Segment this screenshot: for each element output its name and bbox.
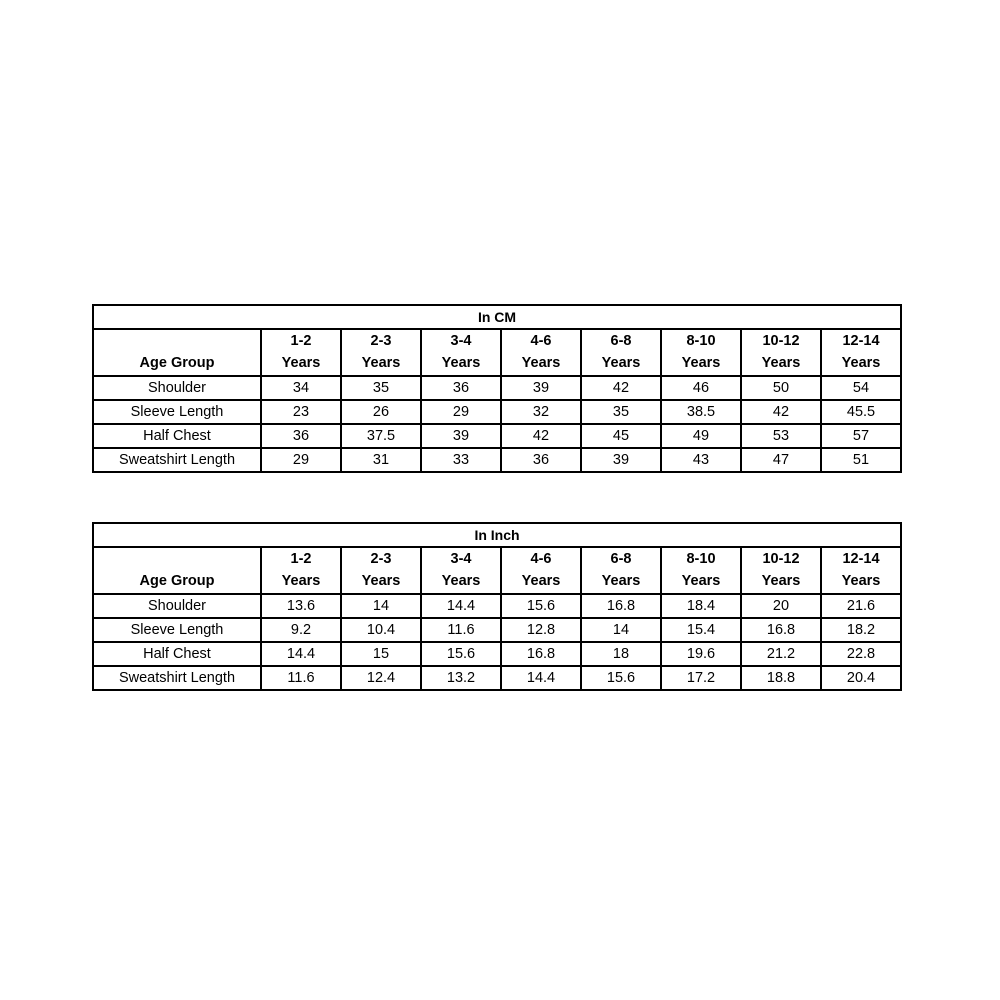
table-cell: 42 bbox=[581, 376, 661, 400]
table-cell: 31 bbox=[341, 448, 421, 472]
table-cell: 33 bbox=[421, 448, 501, 472]
table-cell: 18.4 bbox=[661, 594, 741, 618]
age-column-header: 3-4 Years bbox=[421, 547, 501, 594]
table-cell: 57 bbox=[821, 424, 901, 448]
row-label: Sweatshirt Length bbox=[93, 666, 261, 690]
age-column-header: 4-6 Years bbox=[501, 329, 581, 376]
row-label: Shoulder bbox=[93, 376, 261, 400]
table-cell: 50 bbox=[741, 376, 821, 400]
row-label: Shoulder bbox=[93, 594, 261, 618]
table-cell: 20.4 bbox=[821, 666, 901, 690]
table-cell: 15.6 bbox=[501, 594, 581, 618]
table-cell: 51 bbox=[821, 448, 901, 472]
table-row bbox=[93, 594, 901, 618]
table-cell: 42 bbox=[741, 400, 821, 424]
table-cell: 54 bbox=[821, 376, 901, 400]
row-label: Sleeve Length bbox=[93, 400, 261, 424]
row-label: Half Chest bbox=[93, 424, 261, 448]
table-cell: 15 bbox=[341, 642, 421, 666]
table-cell: 22.8 bbox=[821, 642, 901, 666]
table-cell: 15.4 bbox=[661, 618, 741, 642]
table-cell: 47 bbox=[741, 448, 821, 472]
age-column-header: 10-12 Years bbox=[741, 547, 821, 594]
age-column-header: 2-3 Years bbox=[341, 329, 421, 376]
table-row bbox=[93, 666, 901, 690]
table-cell: 16.8 bbox=[501, 642, 581, 666]
table-cell: 9.2 bbox=[261, 618, 341, 642]
table-cell: 26 bbox=[341, 400, 421, 424]
table-cell: 35 bbox=[581, 400, 661, 424]
table-cell: 49 bbox=[661, 424, 741, 448]
table-cell: 14 bbox=[341, 594, 421, 618]
age-column-header: 2-3 Years bbox=[341, 547, 421, 594]
age-column-header: 6-8 Years bbox=[581, 329, 661, 376]
table-cell: 21.2 bbox=[741, 642, 821, 666]
table-cell: 11.6 bbox=[261, 666, 341, 690]
table-cell: 15.6 bbox=[421, 642, 501, 666]
table-cell: 29 bbox=[421, 400, 501, 424]
row-label: Sleeve Length bbox=[93, 618, 261, 642]
table-cell: 13.6 bbox=[261, 594, 341, 618]
age-column-header: 4-6 Years bbox=[501, 547, 581, 594]
table-cell: 36 bbox=[501, 448, 581, 472]
table-cell: 12.8 bbox=[501, 618, 581, 642]
table-row bbox=[93, 424, 901, 448]
table-cell: 39 bbox=[501, 376, 581, 400]
table-cell: 19.6 bbox=[661, 642, 741, 666]
table-row bbox=[93, 376, 901, 400]
table-cell: 16.8 bbox=[741, 618, 821, 642]
age-column-header: 10-12 Years bbox=[741, 329, 821, 376]
table-cell: 11.6 bbox=[421, 618, 501, 642]
table-title: In Inch bbox=[93, 523, 901, 547]
age-column-header: 8-10 Years bbox=[661, 329, 741, 376]
table-cell: 35 bbox=[341, 376, 421, 400]
size-chart-inch-table bbox=[92, 522, 902, 691]
table-row bbox=[93, 400, 901, 424]
table-cell: 18 bbox=[581, 642, 661, 666]
table-cell: 45 bbox=[581, 424, 661, 448]
age-column-header: 8-10 Years bbox=[661, 547, 741, 594]
table-cell: 16.8 bbox=[581, 594, 661, 618]
table-cell: 20 bbox=[741, 594, 821, 618]
age-column-header: 3-4 Years bbox=[421, 329, 501, 376]
table-cell: 29 bbox=[261, 448, 341, 472]
table-cell: 15.6 bbox=[581, 666, 661, 690]
table-cell: 10.4 bbox=[341, 618, 421, 642]
table-cell: 39 bbox=[421, 424, 501, 448]
table-cell: 14.4 bbox=[501, 666, 581, 690]
table-row bbox=[93, 448, 901, 472]
age-column-header: 1-2 Years bbox=[261, 547, 341, 594]
table-cell: 38.5 bbox=[661, 400, 741, 424]
table-cell: 32 bbox=[501, 400, 581, 424]
table-cell: 14.4 bbox=[261, 642, 341, 666]
header-row bbox=[93, 329, 901, 376]
table-cell: 45.5 bbox=[821, 400, 901, 424]
age-group-header: Age Group bbox=[93, 547, 261, 594]
table-cell: 23 bbox=[261, 400, 341, 424]
table-cell: 36 bbox=[261, 424, 341, 448]
table-cell: 43 bbox=[661, 448, 741, 472]
table-cell: 13.2 bbox=[421, 666, 501, 690]
table-cell: 18.2 bbox=[821, 618, 901, 642]
table-cell: 46 bbox=[661, 376, 741, 400]
table-cell: 14.4 bbox=[421, 594, 501, 618]
table-cell: 14 bbox=[581, 618, 661, 642]
row-label: Sweatshirt Length bbox=[93, 448, 261, 472]
age-column-header: 1-2 Years bbox=[261, 329, 341, 376]
table-cell: 36 bbox=[421, 376, 501, 400]
age-column-header: 12-14 Years bbox=[821, 547, 901, 594]
table-cell: 17.2 bbox=[661, 666, 741, 690]
age-group-header: Age Group bbox=[93, 329, 261, 376]
table-cell: 18.8 bbox=[741, 666, 821, 690]
table-cell: 37.5 bbox=[341, 424, 421, 448]
age-column-header: 12-14 Years bbox=[821, 329, 901, 376]
size-chart-cm-table bbox=[92, 304, 902, 473]
table-cell: 42 bbox=[501, 424, 581, 448]
table-title: In CM bbox=[93, 305, 901, 329]
row-label: Half Chest bbox=[93, 642, 261, 666]
table-cell: 34 bbox=[261, 376, 341, 400]
table-cell: 21.6 bbox=[821, 594, 901, 618]
table-row bbox=[93, 642, 901, 666]
table-row bbox=[93, 618, 901, 642]
table-cell: 39 bbox=[581, 448, 661, 472]
header-row bbox=[93, 547, 901, 594]
table-cell: 12.4 bbox=[341, 666, 421, 690]
table-cell: 53 bbox=[741, 424, 821, 448]
age-column-header: 6-8 Years bbox=[581, 547, 661, 594]
